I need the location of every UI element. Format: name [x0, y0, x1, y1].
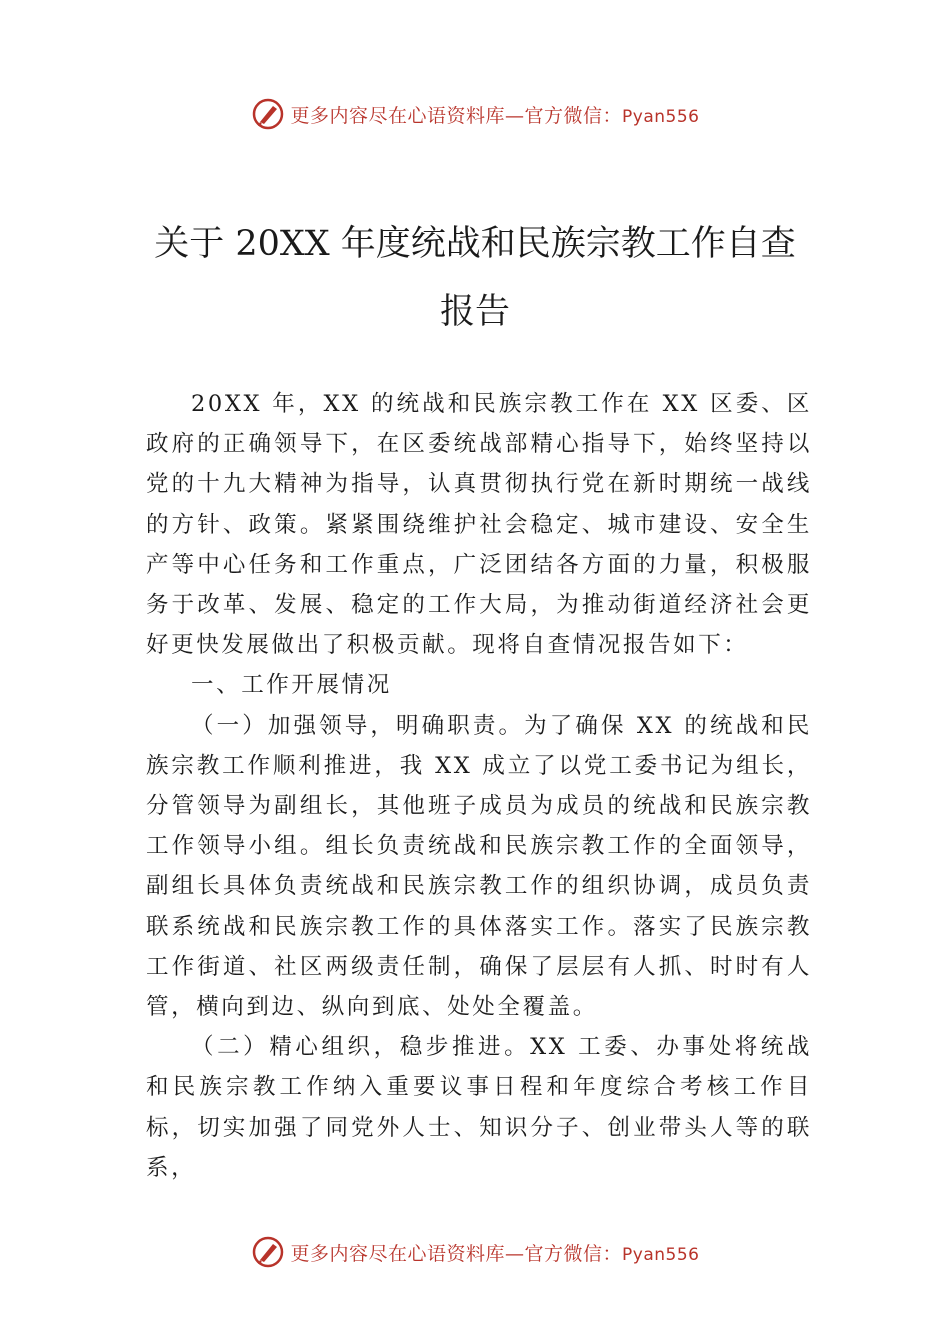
pen-logo-icon: [251, 97, 285, 131]
footer-watermark-banner: [0, 1232, 950, 1272]
banner-text: 更多内容尽在心语资料库—官方微信：Pyan556: [290, 1242, 700, 1265]
header-watermark-banner: [0, 94, 950, 134]
banner-wechat-id: Pyan556: [622, 1244, 700, 1265]
banner-text: 更多内容尽在心语资料库—官方微信：Pyan556: [290, 104, 700, 127]
banner-wechat-id: Pyan556: [622, 106, 700, 127]
section-heading: 一、工作开展情况: [191, 672, 392, 699]
pen-logo-icon: [251, 1235, 285, 1269]
paragraph-organization: （二）精心组织，稳步推进。XX 工委、办事处将统战和民族宗教工作纳入重要议事日程和年度综合考核工作目标，切实加强了同党外人士、知识分子、创业带头人等的联系，: [146, 1034, 812, 1181]
document-title: 关于 20XX 年度统战和民族宗教工作自查报告: [154, 224, 796, 332]
paragraph-intro: 20XX 年，XX 的统战和民族宗教工作在 XX 区委、区政府的正确领导下，在区委统战部精心指导下，始终坚持以党的十九大精神为指导，认真贯彻执行党在新时期统一战线的方针、政策。紧紧围绕维护社会稳定、城市建设、安全生产等中心任务和工作重点，广泛团结各方面的力量，积极服务于改革、发展、稳定的工作大局，为推动街道经济社会更好更快发展做出了积极贡献。现将自查情况报告如下：: [146, 391, 812, 659]
document-body: [146, 384, 812, 1188]
paragraph-leadership: （一）加强领导，明确职责。为了确保 XX 的统战和民族宗教工作顺利推进，我 XX 成立了以党工委书记为组长，分管领导为副组长，其他班子成员为成员的统战和民族宗教工作领导小组。组长负责统战和民族宗教工作的全面领导，副组长具体负责统战和民族宗教工作的组织协调，成员负责联系统战和民族宗教工作的具体落实工作。落实了民族宗教工作街道、社区两级责任制，确保了层层有人抓、时时有人管，横向到边、纵向到底、处处全覆盖。: [146, 712, 812, 1021]
